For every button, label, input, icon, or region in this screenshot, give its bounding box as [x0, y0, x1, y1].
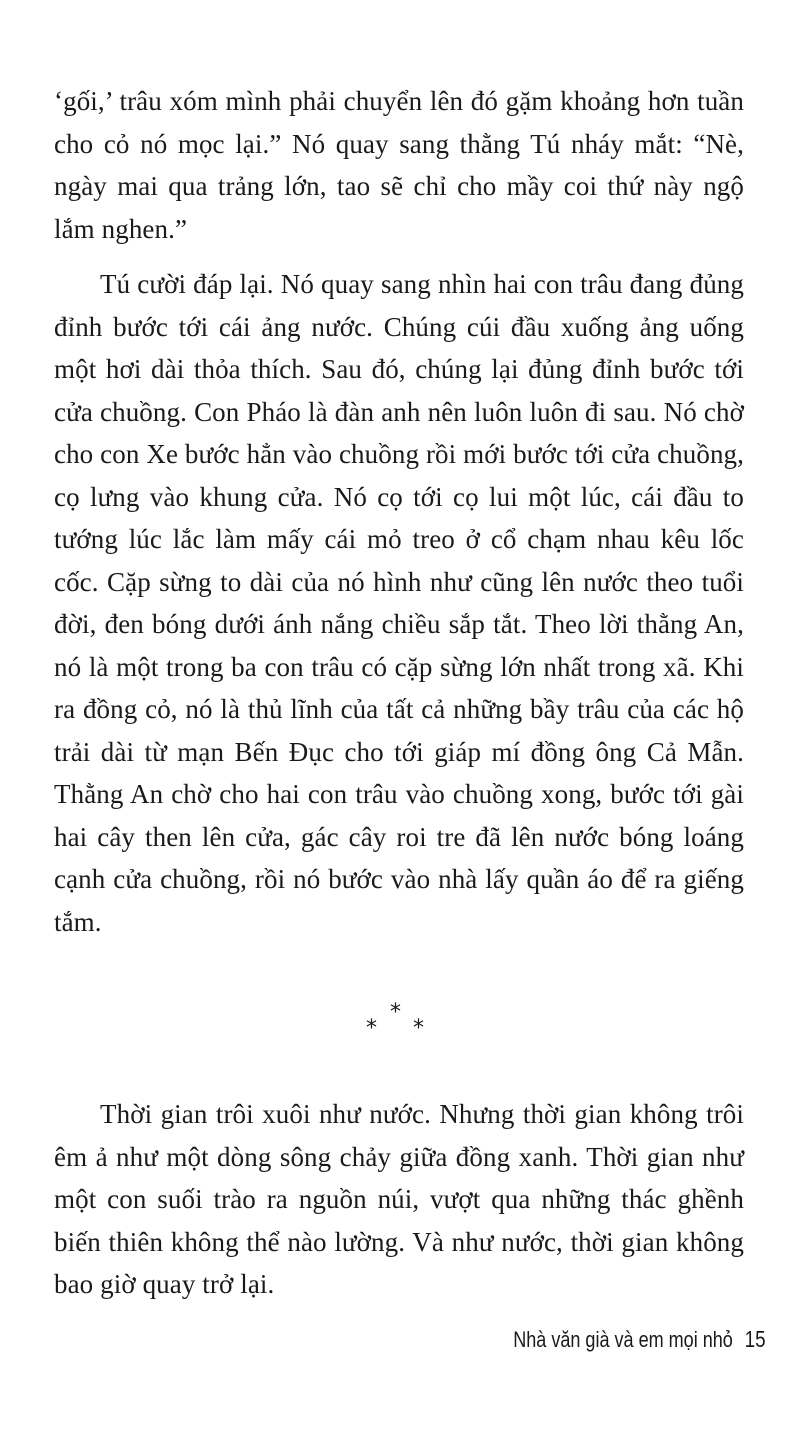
paragraph-continuation [54, 80, 744, 250]
asterisk-ornament: * [366, 1016, 377, 1041]
section-separator [0, 1000, 800, 1046]
page-footer [465, 1326, 766, 1362]
running-book-title: Nhà văn già và em mọi nhỏ [512, 1327, 733, 1352]
page-number: 15 [745, 1326, 766, 1352]
paragraph-buffalo [54, 263, 744, 943]
paragraph-time [54, 1093, 744, 1306]
asterisk-ornament: * [390, 1000, 401, 1025]
paragraph-text: ‘gối,’ trâu xóm mình phải chuyển lên đó gặm khoảng hơn tuần cho cỏ nó mọc lại.” Nó quay sang thằng Tú nháy mắt: “Nè, ngày mai qua trảng lớn, tao sẽ chỉ cho mầy coi thứ này ngộ lắm nghen.” [54, 86, 744, 244]
asterisk-ornament: * [413, 1016, 424, 1041]
paragraph-text: Thời gian trôi xuôi như nước. Nhưng thời gian không trôi êm ả như một dòng sông chảy giữa đồng xanh. Thời gian như một con suối trào ra nguồn núi, vượt qua những thác ghềnh biến thiên không thể nào lường. Và như nước, thời gian không bao giờ quay trở lại. [54, 1099, 744, 1299]
paragraph-text: Tú cười đáp lại. Nó quay sang nhìn hai con trâu đang đủng đỉnh bước tới cái ảng nước. Chúng cúi đầu xuống ảng uống một hơi dài thỏa thích. Sau đó, chúng lại đủng đỉnh bước tới cửa chuồng. Con Pháo là đàn anh nên luôn luôn đi sau. Nó chờ cho con Xe bước hẳn vào chuồng rồi mới bước tới cửa chuồng, cọ lưng vào khung cửa. Nó cọ tới cọ lui một lúc, cái đầu to tướng lúc lắc làm mấy cái mỏ treo ở cổ chạm nhau kêu lốc cốc. Cặp sừng to dài của nó hình như cũng lên nước theo tuổi đời, đen bóng dưới ánh nắng chiều sắp tắt. Theo lời thằng An, nó là một trong ba con trâu có cặp sừng lớn nhất trong xã. Khi ra đồng cỏ, nó là thủ lĩnh của tất cả những bầy trâu của các hộ trải dài từ mạn Bến Đục cho tới giáp mí đồng ông Cả Mẫn. Thằng An chờ cho hai con trâu vào chuồng xong, bước tới gài hai cây then lên cửa, gác cây roi tre đã lên nước bóng loáng cạnh cửa chuồng, rồi nó bước vào nhà lấy quần áo để ra giếng tắm. [54, 269, 744, 937]
